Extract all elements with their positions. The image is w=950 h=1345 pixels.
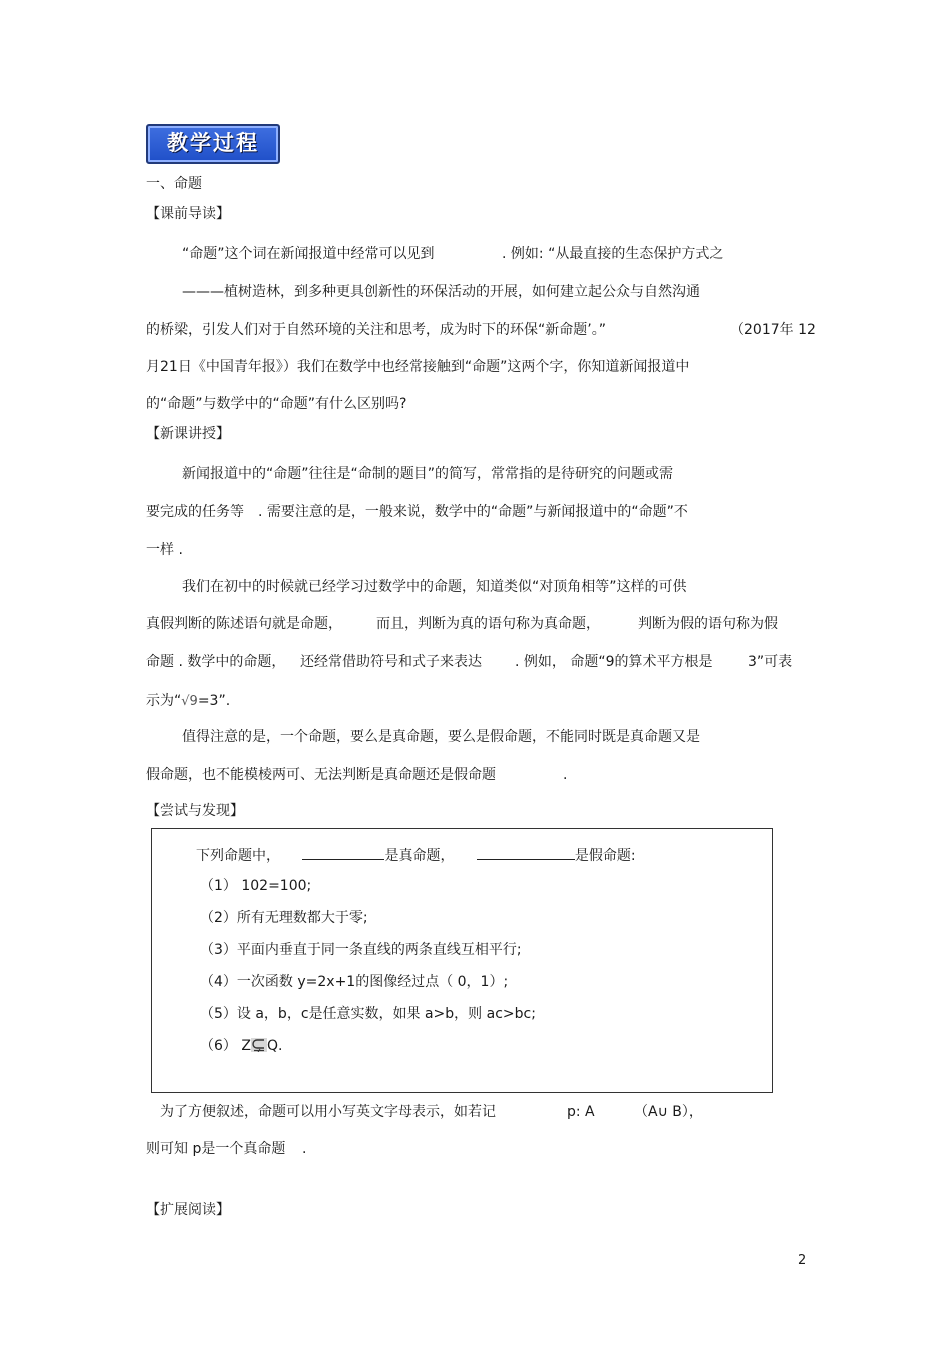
preview-line4: 月21日《中国青年报》）我们在数学中也经常接触到“命题”这两个字，你知道新闻报道中 <box>146 359 690 375</box>
preview-line5: 的“命题”与数学中的“命题”有什么区别吗? <box>146 396 407 412</box>
lecture-p2-line4a: 示为“ <box>146 693 182 709</box>
lecture-p1-line2a: 要完成的任务等 <box>146 504 244 520</box>
sqrt-nine-formula: √9 <box>181 694 198 709</box>
lecture-p2-line3c: . 例如， 命题“9的算术平方根是 <box>515 654 713 670</box>
after-line1a: 为了方便叙述，命题可以用小写英文字母表示，如若记 <box>160 1104 496 1120</box>
true-answer-blank[interactable] <box>302 845 384 860</box>
lecture-p2-line4 <box>146 692 230 711</box>
lecture-p3-line1: 值得注意的是，一个命题，要么是真命题，要么是假命题，不能同时既是真命题又是 <box>182 729 700 745</box>
preview-line3b: （2017年 12 <box>730 322 816 338</box>
exercise-intro-b: 是真命题， <box>384 848 455 864</box>
preview-label: 【课前导读】 <box>146 206 230 222</box>
exercise-item-6-label: （6） Z <box>200 1038 251 1054</box>
page-number: 2 <box>798 1253 807 1268</box>
lecture-p1-line3: 一样 . <box>146 542 183 558</box>
lecture-p2-line2c: 判断为假的语句称为假 <box>638 616 778 632</box>
lecture-p2-line2a: 真假判断的陈述语句就是命题， <box>146 616 342 632</box>
exercise-item-4: （4）一次函数 y=2x+1的图像经过点（ 0，1）; <box>200 974 509 990</box>
after-line1b: p: A <box>567 1104 595 1120</box>
exercise-item-6-tail: Q. <box>266 1038 283 1054</box>
lecture-p2-line1: 我们在初中的时候就已经学习过数学中的命题，知道类似“对顶角相等”这样的可供 <box>182 579 687 595</box>
trial-label: 【尝试与发现】 <box>146 803 244 819</box>
preview-line1a: “命题”这个词在新闻报道中经常可以见到 <box>182 246 435 262</box>
section-banner <box>146 124 280 164</box>
exercise-intro-a: 下列命题中， <box>196 848 280 864</box>
exercise-item-6 <box>200 1037 282 1055</box>
lecture-p2-line3d: 3”可表 <box>748 654 793 670</box>
lecture-p2-line2b: 而且，判断为真的语句称为真命题， <box>376 616 600 632</box>
after-line1c: （A∪ B）， <box>634 1104 703 1120</box>
lecture-label: 【新课讲授】 <box>146 426 230 442</box>
exercise-intro <box>196 845 636 865</box>
exercise-item-5: （5）设 a，b，c是任意实数，如果 a>b，则 ac>bc; <box>200 1006 536 1022</box>
lecture-p3-line2a: 假命题，也不能模棱两可、无法判断是真命题还是假命题 <box>146 767 496 783</box>
extended-reading-label: 【扩展阅读】 <box>146 1202 230 1218</box>
lecture-p2-line3b: 还经常借助符号和式子来表达 <box>300 654 482 670</box>
proper-subset-icon <box>251 1038 267 1052</box>
exercise-item-3: （3）平面内垂直于同一条直线的两条直线互相平行; <box>200 942 522 958</box>
lecture-p1-line1: 新闻报道中的“命题”往往是“命制的题目”的简写，常常指的是待研究的问题或需 <box>182 466 674 482</box>
lecture-p2-line3a: 命题 . 数学中的命题， <box>146 654 286 670</box>
preview-line2: ———植树造林，到多种更具创新性的环保活动的开展，如何建立起公众与自然沟通 <box>182 284 700 300</box>
lecture-p2-line4b: =3”. <box>197 693 231 709</box>
after-line2b: . <box>302 1141 307 1157</box>
after-line2a: 则可知 p是一个真命题 <box>146 1141 286 1157</box>
banner-title: 教学过程 <box>167 131 259 155</box>
preview-line3a: 的桥梁，引发人们对于自然环境的关注和思考，成为时下的环保“新命题’。” <box>146 322 606 338</box>
section-heading: 一、命题 <box>146 176 202 192</box>
lecture-p3-line2b: . <box>563 767 568 783</box>
false-answer-blank[interactable] <box>477 845 575 860</box>
exercise-item-1: （1） 102=100; <box>200 878 312 894</box>
preview-line1b: . 例如: “从最直接的生态保护方式之 <box>502 246 724 262</box>
exercise-item-2: （2）所有无理数都大于零; <box>200 910 368 926</box>
lecture-p1-line2b: . 需要注意的是，一般来说，数学中的“命题”与新闻报道中的“命题”不 <box>258 504 688 520</box>
exercise-intro-c: 是假命题: <box>574 848 636 864</box>
